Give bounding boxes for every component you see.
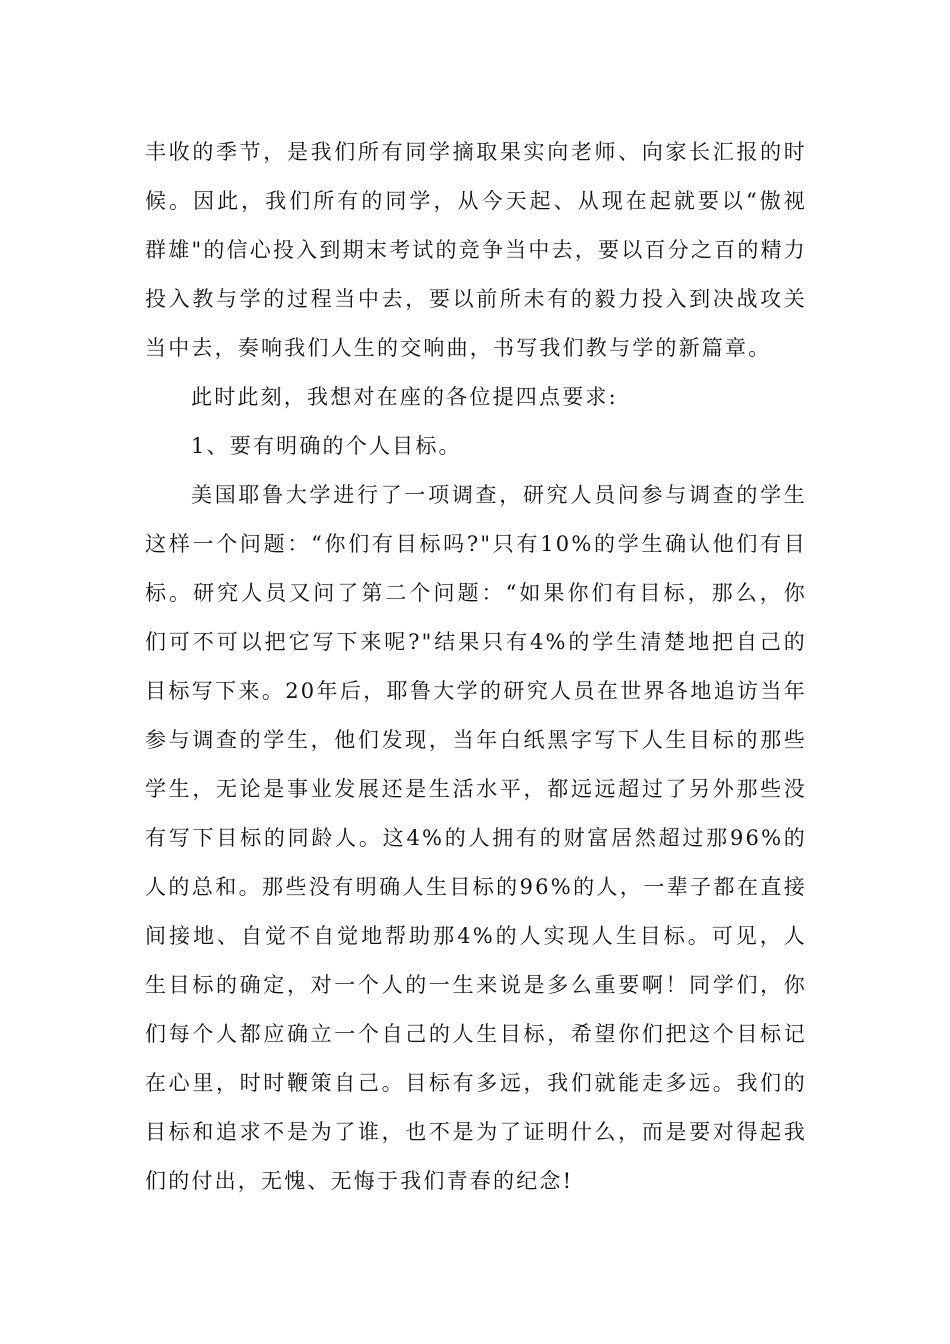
paragraph-requirements-intro: 此时此刻，我想对在座的各位提四点要求: xyxy=(191,385,618,409)
paragraph-yale-survey: 美国耶鲁大学进行了一项调查，研究人员问参与调查的学生这样一个问题：“你们有目标吗?"只有10%的学生确认他们有目标。研究人员又问了第二个问题：“如果你们有目标，那么，你们可不可以把它写下来呢?"结果只有4%的学生清楚地把自己的目标写下来。20年后，耶鲁大学的研究人员在世界各地追访当年参与调查的学生，他们发现，当年白纸黑字写下人生目标的那些学生，无论是事业发展还是生活水平，都远远超过了另外那些没有写下目标的同龄人。这4%的人拥有的财富居然超过那96%的人的总和。那些没有明确人生目标的96%的人，一辈子都在直接间接地、自觉不自觉地帮助那4%的人实现人生目标。可见，人生目标的确定，对一个人的一生来说是多么重要啊！同学们，你们每个人都应确立一个自己的人生目标，希望你们把这个目标记在心里，时时鞭策自己。目标有多远，我们就能走多远。我们的目标和追求不是为了谁，也不是为了证明什么，而是要对得起我们的付出，无愧、无悔于我们青春的纪念! xyxy=(145,483,807,1193)
paragraph-continuation: 丰收的季节，是我们所有同学摘取果实向老师、向家长汇报的时候。因此，我们所有的同学，从今天起、从现在起就要以“傲视群雄"的信心投入到期末考试的竞争当中去，要以百分之百的精力投入教与学的过程当中去，要以前所未有的毅力投入到决战攻关当中去，奏响我们人生的交响曲，书写我们教与学的新篇章。 xyxy=(145,140,807,360)
document-body xyxy=(145,128,807,1206)
paragraph-heading-goal: 1、要有明确的个人目标。 xyxy=(191,434,462,458)
